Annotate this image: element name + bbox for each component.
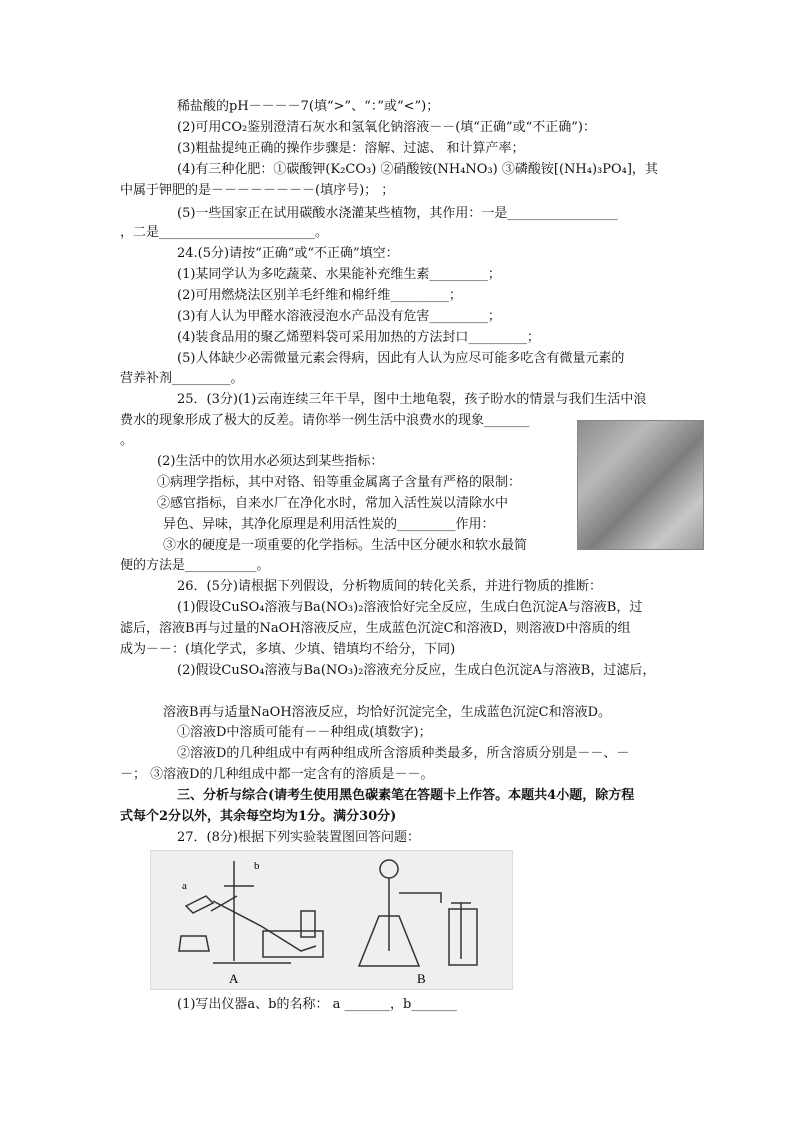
text-line-7: ，二是________________________。 — [120, 225, 329, 240]
text-line-1: 稀盐酸的pH－－－－7(填“>”、“：”或“<”)； — [177, 99, 440, 114]
text-line-13: (5)人体缺少必需微量元素会得病，因此有人认为应尽可能多吃含有微量元素的 — [177, 351, 625, 366]
text-line-3: (3)粗盐提纯正确的操作步骤是：溶解、过滤、 和计算产率； — [177, 141, 525, 156]
text-line-10: (2)可用燃烧法区别羊毛纤维和棉纤维_________； — [177, 288, 462, 303]
text-line-15: 25．(3分)(1)云南连续三年干旱，图中土地龟裂，孩子盼水的情景与我们生活中浪 — [177, 392, 647, 407]
text-line-17: 。 — [120, 433, 134, 448]
text-line-12: (4)装食品用的聚乙烯塑料袋可采用加热的方法封口_________； — [177, 330, 540, 345]
text-line-9: (1)某同学认为多吃蔬菜、水果能补充维生素_________； — [177, 267, 501, 282]
text-line-25: (1)假设CuSO₄溶液与Ba(NO₃)₂溶液恰好完全反应，生成白色沉淀A与溶液B，过 — [177, 600, 643, 615]
text-line-14: 营养补剂_________。 — [120, 371, 244, 386]
text-line-36: (1)写出仪器a、b的名称： a _______，b_______ — [177, 997, 457, 1012]
text-line-31: ②溶液D的几种组成中有两种组成所含溶质种类最多，所含溶质分别是－－、－ — [177, 746, 630, 761]
text-line-29: 溶液B再与适量NaOH溶液反应，均恰好沉淀完全，生成蓝色沉淀C和溶液D。 — [163, 705, 612, 720]
label-B: B — [417, 971, 426, 986]
text-line-35: 27．(8分)根据下列实验装置图回答问题： — [177, 830, 420, 845]
text-line-21: 异色、异味，其净化原理是利用活性炭的_________作用： — [163, 517, 495, 532]
text-line-20: ②感官指标，自来水厂在净化水时，常加入活性炭以清除水中 — [157, 496, 509, 511]
text-line-16: 费水的现象形成了极大的反差。请你举一例生活中浪费水的现象_______ — [120, 413, 530, 428]
text-line-26: 滤后，溶液B再与过量的NaOH溶液反应，生成蓝色沉淀C和溶液D，则溶液D中溶质的组 — [120, 621, 631, 636]
label-a: a — [182, 880, 187, 892]
text-line-19: ①病理学指标，其中对铬、铅等重金属离子含量有严格的限制： — [157, 475, 522, 490]
text-line-32: －； ③溶液D的几种组成中都一定含有的溶质是－－。 — [120, 767, 434, 782]
label-b: b — [254, 860, 260, 872]
text-line-11: (3)有人认为甲醛水溶液浸泡水产品没有危害_________； — [177, 309, 501, 324]
text-line-22: ③水的硬度是一项重要的化学指标。生活中区分硬水和软水最简 — [163, 538, 528, 553]
text-line-4: (4)有三种化肥：①碳酸钾(K₂CO₃) ②硝酸铵(NH₄NO₃) ③磷酸铵[(NH₄)₃PO₄]，其 — [177, 162, 658, 177]
text-line-33: 三、分析与综合(请考生使用黑色碳素笔在答题卡上作答。本题共4小题，除方程 — [177, 788, 635, 803]
label-A: A — [229, 971, 239, 986]
text-line-34: 式每个2分以外，其余每空均为1分。满分30分) — [120, 809, 397, 824]
text-line-8: 24.(5分)请按“正确”或“不正确”填空： — [177, 246, 399, 261]
text-line-24: 26．(5分)请根据下列假设，分析物质间的转化关系，并进行物质的推断： — [177, 579, 602, 594]
drought-photo — [577, 420, 704, 550]
text-line-18: (2)生活中的饮用水必须达到某些指标： — [157, 454, 384, 469]
apparatus-figure — [150, 850, 513, 990]
text-line-5: 中属于钾肥的是－－－－－－－－(填序号)； ； — [120, 183, 395, 198]
text-line-30: ①溶液D中溶质可能有－－种组成(填数字)； — [177, 725, 432, 740]
text-line-6: (5)一些国家正在试用碳酸水浇灌某些植物，其作用：一是_________________ — [177, 206, 618, 221]
text-line-2: (2)可用CO₂鉴别澄清石灰水和氢氧化钠溶液－－(填“正确”或“不正确”)： — [177, 120, 596, 135]
text-line-28: (2)假设CuSO₄溶液与Ba(NO₃)₂溶液充分反应，生成白色沉淀A与溶液B，过滤后， — [177, 663, 656, 678]
apparatus-drawing — [151, 851, 512, 989]
text-line-23: 便的方法是___________。 — [120, 558, 270, 573]
text-line-27: 成为－－：(填化学式，多填、少填、错填均不给分，下同) — [120, 642, 456, 657]
